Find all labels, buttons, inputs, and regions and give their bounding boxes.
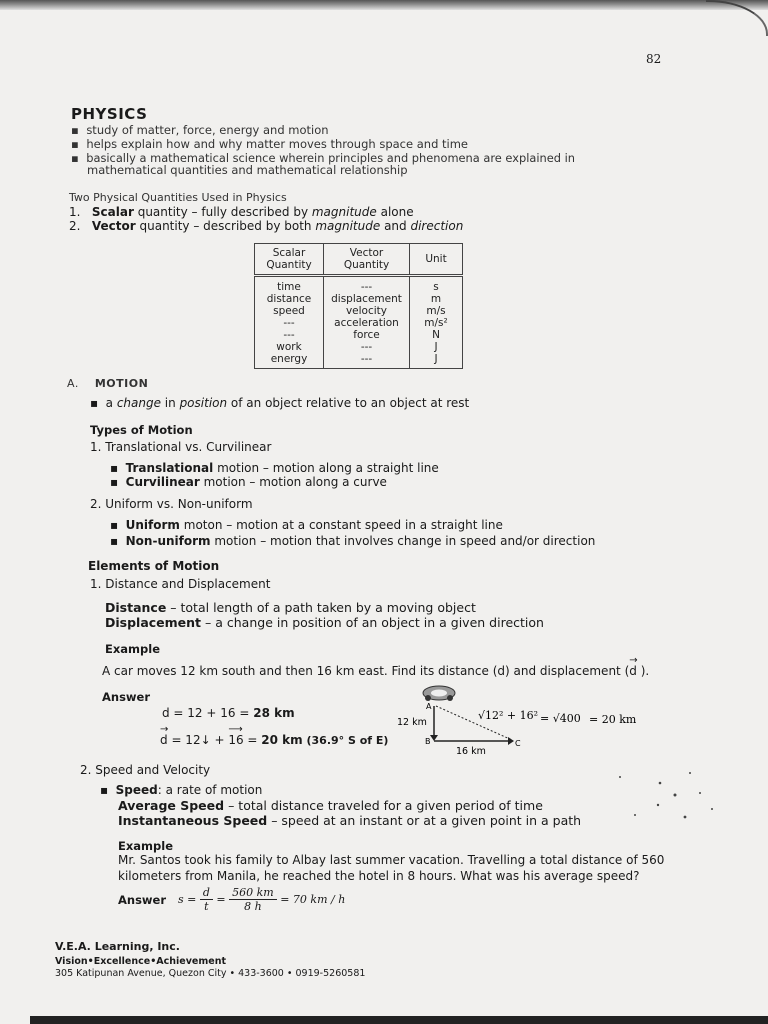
table-header-vector: Vector Quantity <box>324 244 410 276</box>
type-1-heading: 1. Translational vs. Curvilinear <box>90 440 272 454</box>
average-speed-definition: Average Speed – total distance traveled for a given period of time <box>118 798 543 813</box>
answer-displacement: → d = 12↓ + ⟶ 16 = 20 km (36.9° S of E) <box>160 724 389 747</box>
bullet-icon: ▪ <box>110 461 119 475</box>
footer-address: 305 Katipunan Avenue, Quezon City • 433-3600 • 0919-5260581 <box>55 968 366 979</box>
bullet-icon: ▪ <box>90 396 99 410</box>
intro-bullet-3: ▪ basically a mathematical science wherein principles and phenomena are explained in <box>71 151 575 165</box>
answer-distance: d = 12 + 16 = 28 km <box>162 706 295 720</box>
instantaneous-speed-definition: Instantaneous Speed – speed at an instant or at a given point in a path <box>118 813 582 828</box>
scalar-column: time distance speed --- --- work energy <box>255 276 324 369</box>
intro-bullet-2: ▪ helps explain how and why matter moves through space and time <box>71 137 469 151</box>
footer-company: V.E.A. Learning, Inc. <box>55 940 180 953</box>
answer-label-2: Answer <box>118 893 167 907</box>
page-top-edge <box>0 0 768 10</box>
vector-d-symbol: → d <box>629 655 638 678</box>
curvilinear-item: ▪ Curvilinear motion – motion along a curve <box>110 475 387 489</box>
example-text-2-line1: Mr. Santos took his family to Albay last summer vacation. Travelling a total distance of 560 <box>118 853 665 867</box>
example-text-2-line2: kilometers from Manila, he reached the hotel in 8 hours. What was his average speed? <box>118 869 640 883</box>
bullet-icon: ▪ <box>71 137 79 151</box>
page-number: 82 <box>646 52 662 66</box>
speed-velocity-heading: 2. Speed and Velocity <box>80 763 211 777</box>
footer-tagline: Vision•Excellence•Achievement <box>55 956 226 967</box>
vector-arrow-icon: ⟶ <box>228 724 243 735</box>
vector-column: --- displacement velocity acceleration force --- --- <box>324 276 410 369</box>
type-2-heading: 2. Uniform vs. Non-uniform <box>90 497 253 511</box>
diagram-formula-root: √12² + 16² <box>478 709 539 722</box>
bullet-icon: ▪ <box>71 123 79 137</box>
page-title: PHYSICS <box>71 105 148 123</box>
point-a-label: A <box>426 702 432 711</box>
point-b-label: B <box>425 737 431 746</box>
speed-definition: ▪ Speed: a rate of motion <box>100 783 263 797</box>
table-header-unit: Unit <box>410 244 463 276</box>
non-uniform-item: ▪ Non-uniform motion – motion that involves change in speed and/or direction <box>110 534 596 548</box>
quantity-table <box>254 243 463 369</box>
intro-bullet-1: ▪ study of matter, force, energy and motion <box>71 123 329 137</box>
scalar-item: 1. Scalar quantity – fully described by magnitude alone <box>69 205 414 219</box>
point-c-label: C <box>515 739 521 748</box>
elements-item-1: 1. Distance and Displacement <box>90 577 271 591</box>
motion-definition: ▪ a change in position of an object relative to an object at rest <box>90 396 470 410</box>
intro-bullet-3-cont: mathematical quantities and mathematical relationship <box>87 163 408 177</box>
elements-heading: Elements of Motion <box>88 559 220 573</box>
arrow-down-icon <box>430 735 438 741</box>
page-bottom-edge <box>30 1016 768 1024</box>
bullet-icon: ▪ <box>110 475 119 489</box>
fraction-d-over-t: $\frac{d}{t}$ <box>200 886 213 913</box>
arrow-right-icon <box>508 737 514 745</box>
uniform-item: ▪ Uniform moton – motion at a constant speed in a straight line <box>110 518 503 532</box>
fraction-560-over-8: $\frac{560 km}{8 h}$ <box>229 886 277 913</box>
distance-definition: Distance – total length of a path taken by a moving object <box>105 600 476 615</box>
example-label-2: Example <box>118 839 173 853</box>
displacement-diagram <box>388 684 648 756</box>
table-header-scalar: Scalar Quantity <box>255 244 324 276</box>
unit-column: s m m/s m/s² N J J <box>410 276 463 369</box>
translational-item: ▪ Translational motion – motion along a straight line <box>110 461 439 475</box>
vector-arrow-icon: → <box>160 724 169 735</box>
average-speed-formula: s = $\frac{d}{t}$ = $\frac{560 km}{8 h} = 70$ km / h <box>178 886 346 913</box>
paper-speckle-texture <box>600 765 730 835</box>
section-motion-heading: A. MOTION <box>67 377 149 390</box>
bullet-icon: ▪ <box>71 151 79 165</box>
types-of-motion-heading: Types of Motion <box>90 423 193 437</box>
bullet-icon: ▪ <box>100 783 109 797</box>
answer-label-1: Answer <box>102 690 151 704</box>
diagram-formula-mid: = √400 <box>540 712 581 725</box>
vector-item: 2. Vector quantity – described by both magnitude and direction <box>69 219 464 233</box>
vector-arrow-icon: → <box>629 655 638 666</box>
bullet-icon: ▪ <box>110 534 119 548</box>
quantities-heading: Two Physical Quantities Used in Physics <box>69 191 287 204</box>
example-label-1: Example <box>105 642 160 656</box>
bullet-icon: ▪ <box>110 518 119 532</box>
label-12km: 12 km <box>397 717 427 728</box>
example-text-1: A car moves 12 km south and then 16 km east. Find its distance (d) and displacement ( → d ). <box>102 655 650 678</box>
label-16km: 16 km <box>456 746 486 756</box>
diagram-formula-result: = 20 km <box>589 713 637 726</box>
displacement-definition: Displacement – a change in position of an object in a given direction <box>105 615 544 630</box>
car-icon <box>423 686 455 701</box>
